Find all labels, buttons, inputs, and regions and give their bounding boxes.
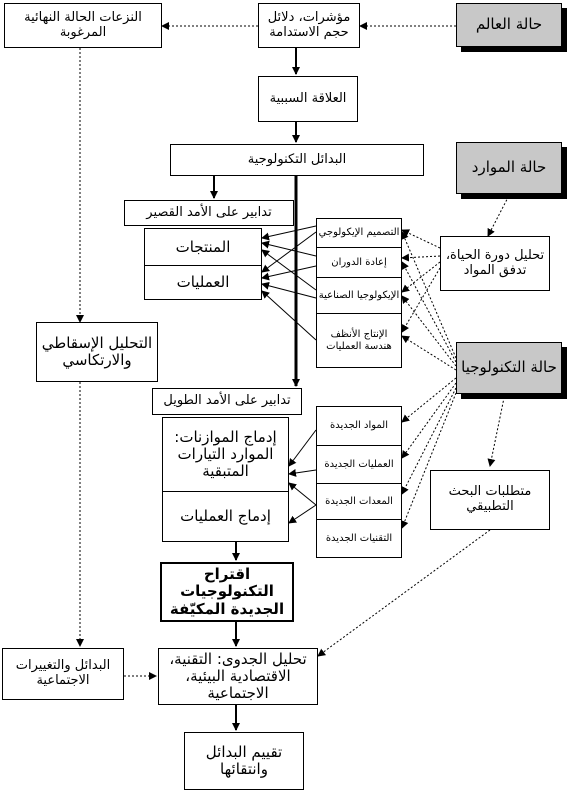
evaluate-alternatives-label: تقييم البدائل وانتقائها: [205, 742, 283, 778]
causal-relationship-label: العلاقة السببية: [269, 90, 347, 106]
feasibility-analysis-label: تحليل الجدوى: التقنية، الاقتصادية البيئية، الاجتماعية: [169, 649, 307, 703]
technology-state-label: حالة التكنولوجيا: [461, 358, 557, 377]
alternatives-social-changes-box: [2, 648, 124, 700]
lifecycle-analysis-label: تحليل دورة الحياة، تدفق المواد: [445, 247, 545, 278]
alternatives-social-changes-label: البدائل والتغييرات الاجتماعية: [15, 658, 111, 688]
industrial-ecology-label: الإيكولوجيا الصناعية: [318, 289, 400, 301]
eco-design-cell: [317, 219, 401, 247]
short-term-measures-label: تدابير على الأمد القصير: [146, 204, 272, 220]
technological-alternatives-label: البدائل التكنولوجية: [247, 151, 347, 167]
balance-integration-cell: [163, 418, 288, 491]
short-term-measures-box: [124, 200, 294, 226]
forecasting-analysis-box: [36, 322, 158, 382]
world-state-label: حالة العالم: [475, 15, 543, 34]
resources-state-box: [456, 142, 562, 194]
sustainability-indicators-box: [258, 3, 360, 48]
products-cell: [145, 229, 261, 265]
process-integration-cell: [163, 491, 288, 541]
new-materials-cell: [317, 407, 401, 445]
long-term-measures-box: [152, 388, 302, 415]
feasibility-analysis-box: [158, 648, 318, 705]
new-techniques-box: [316, 406, 402, 558]
new-equipment-cell: [317, 483, 401, 519]
clean-production-cell: [317, 313, 401, 367]
trends-desired-end-state-label: النزعات الحالة النهائية المرغوبة: [24, 9, 142, 40]
forecasting-analysis-label: التحليل الإسقاطي والارتكاسي: [41, 333, 153, 369]
sustainability-indicators-label: مؤشرات، دلائل حجم الاستدامة: [267, 9, 351, 40]
new-techniques-cell: [317, 519, 401, 557]
clean-production-label: الإنتاج الأنظف هندسة العمليات: [326, 329, 392, 352]
propose-technologies-box: [160, 562, 294, 622]
causal-relationship-box: [258, 76, 358, 122]
world-state-box: [456, 3, 562, 47]
eco-design-label: التصميم الإيكولوجي: [318, 227, 400, 239]
new-processes-cell: [317, 445, 401, 483]
lifecycle-analysis-box: [440, 236, 550, 291]
applied-research-requirements-label: متطلبات البحث التطبيقي: [448, 484, 532, 514]
propose-technologies-label: اقتراح التكنولوجيات الجديدة المكيّفة: [169, 565, 285, 618]
new-materials-label: المواد الجديدة: [330, 420, 388, 432]
recycling-label: إعادة الدوران: [331, 256, 387, 268]
applied-research-requirements-box: [430, 470, 550, 530]
new-equipment-label: المعدات الجديدة: [325, 495, 393, 507]
products-processes-box: [144, 228, 262, 300]
long-term-measures-label: تدابير على الأمد الطويل: [163, 393, 291, 409]
processes-cell: [145, 265, 261, 299]
products-label: المنتجات: [175, 237, 231, 256]
trends-desired-end-state-box: [4, 3, 162, 48]
balance-integration-label: إدماج الموازنات: الموارد التيارات المتبقية: [174, 427, 277, 481]
evaluate-alternatives-box: [184, 732, 304, 790]
processes-label: العمليات: [176, 273, 230, 292]
industrial-ecology-cell: [317, 277, 401, 313]
new-techniques-label: التقنيات الجديدة: [325, 532, 393, 544]
technology-state-box: [456, 342, 562, 394]
recycling-cell: [317, 247, 401, 277]
resources-state-label: حالة الموارد: [471, 158, 547, 177]
new-processes-label: العمليات الجديدة: [324, 458, 394, 470]
technological-alternatives-box: [170, 144, 424, 176]
process-integration-label: إدماج العمليات: [180, 507, 271, 526]
short-term-techniques-box: [316, 218, 402, 368]
integration-box: [162, 417, 289, 542]
